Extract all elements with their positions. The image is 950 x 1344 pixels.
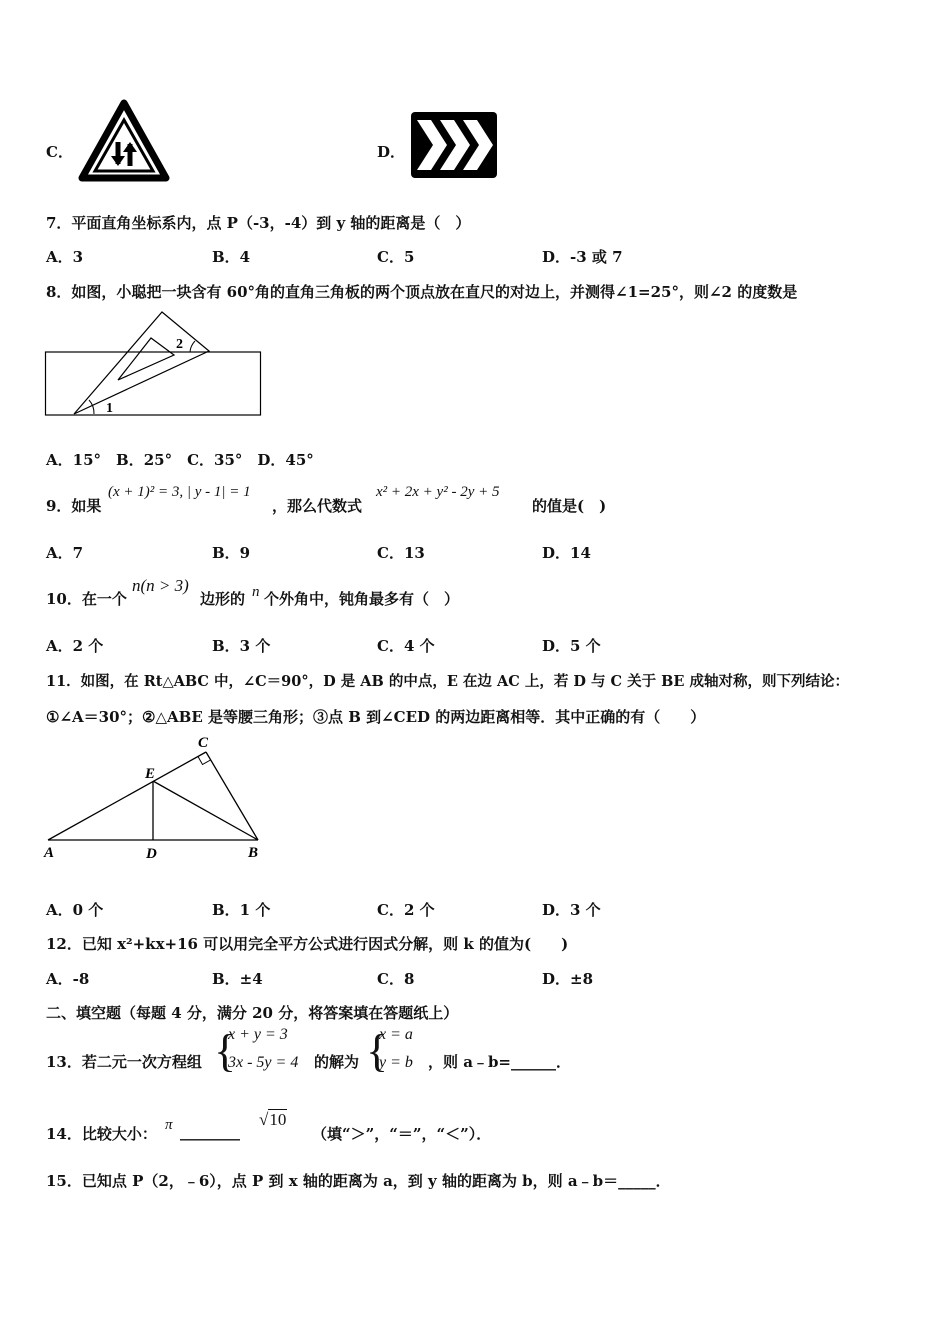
two-way-traffic-warning-sign-icon — [76, 98, 172, 184]
q10-n-symbol: n — [252, 584, 260, 600]
q9-expression-formula: x² + 2x + y² - 2y + 5 — [376, 484, 500, 500]
q12-option-a: A．-8 — [46, 970, 90, 988]
q15-stem: 15．已知点 P（2，﹣6），点 P 到 x 轴的距离为 a，到 y 轴的距离为 b，则 a﹣b＝_____． — [46, 1172, 671, 1190]
q13-middle-text: 的解为 — [314, 1053, 360, 1071]
chevron-direction-sign-icon — [409, 110, 499, 180]
q9-suffix: 的值是( ) — [532, 497, 607, 515]
q11-option-c: C．2 个 — [377, 901, 435, 919]
q14-prefix: 14．比较大小： — [46, 1125, 157, 1143]
q7-option-b: B．4 — [212, 248, 251, 266]
q8-ruler-triangle-figure — [44, 308, 266, 420]
q7-stem: 7．平面直角坐标系内，点 P（-3，-4）到 y 轴的距离是（ ） — [46, 214, 471, 232]
q11-option-b: B．1 个 — [212, 901, 271, 919]
q13-equation-2: 3x - 5y = 4 — [228, 1054, 299, 1071]
q7-option-a: A．3 — [46, 248, 84, 266]
q14-sqrt-expression: √10 — [259, 1110, 287, 1129]
q14-sqrt-radicand: 10 — [269, 1110, 287, 1129]
q12-option-b: B．±4 — [212, 970, 263, 988]
q11-option-d: D．3 个 — [542, 901, 601, 919]
q10-option-d: D．5 个 — [542, 637, 601, 655]
q8-options: A．15° B．25° C．35° D．45° — [46, 451, 314, 469]
q13-suffix: ，则 a﹣b=______． — [428, 1053, 571, 1071]
q11-triangle-figure — [42, 730, 274, 866]
q11-label-d: D — [146, 846, 157, 862]
q9-prefix: 9．如果 — [46, 497, 102, 515]
section2-title: 二、填空题（每题 4 分，满分 20 分，将答案填在答题纸上） — [46, 1004, 459, 1022]
q12-options — [0, 968, 950, 988]
q7-option-c: C．5 — [377, 248, 415, 266]
q10-n-expression: n(n > 3) — [132, 576, 189, 595]
q10-option-a: A．2 个 — [46, 637, 104, 655]
q9-option-c: C．13 — [377, 544, 425, 562]
q8-stem: 8．如图，小聪把一块含有 60°角的直角三角板的两个顶点放在直尺的对边上，并测得∠1=25°，则∠2 的度数是 — [46, 283, 798, 301]
q10-middle-text: 边形的 — [200, 590, 246, 608]
q10-options — [0, 635, 950, 655]
q9-options — [0, 542, 950, 562]
q6-option-c-label: C． — [46, 143, 73, 161]
q11-label-a: A — [44, 845, 55, 861]
q14-suffix: （填“＞”，“＝”，“＜”）． — [312, 1125, 492, 1143]
q13-solution-2: y = b — [379, 1054, 413, 1071]
q13-solution-1: x = a — [379, 1026, 413, 1043]
q11-label-c: C — [198, 735, 209, 751]
q9-option-a: A．7 — [46, 544, 84, 562]
q10-prefix: 10．在一个 — [46, 590, 127, 608]
q12-stem: 12．已知 x²+kx+16 可以用完全平方公式进行因式分解，则 k 的值为( ) — [46, 935, 569, 953]
q13-prefix: 13．若二元一次方程组 — [46, 1053, 202, 1071]
q9-condition-formula: (x + 1)² = 3, | y - 1| = 1 — [108, 484, 251, 500]
q8-angle2-label: 2 — [176, 337, 183, 352]
q11-options — [0, 899, 950, 919]
q10-option-c: C．4 个 — [377, 637, 435, 655]
q13-solution-brace: { — [366, 1025, 389, 1076]
q12-option-d: D．±8 — [542, 970, 594, 988]
q10-suffix: 个外角中，钝角最多有（ ） — [264, 590, 460, 608]
q11-option-a: A．0 个 — [46, 901, 104, 919]
q7-option-d: D．-3 或 7 — [542, 248, 623, 266]
q13-system-brace: { — [214, 1025, 237, 1076]
q6-option-d-label: D． — [377, 143, 406, 161]
q9-middle-text: ，那么代数式 — [272, 497, 363, 515]
q14-stem — [46, 1106, 646, 1146]
q13-equation-1: x + y = 3 — [228, 1026, 288, 1043]
q11-label-e: E — [145, 766, 156, 782]
q10-option-b: B．3 个 — [212, 637, 271, 655]
q14-pi-symbol: π — [165, 1117, 173, 1133]
q7-options — [0, 246, 950, 266]
q11-stem-line1: 11．如图，在 Rt△ABC 中，∠C＝90°，D 是 AB 的中点，E 在边 AC 上，若 D 与 C 关于 BE 成轴对称，则下列结论： — [46, 673, 850, 690]
q14-answer-blank[interactable]: ________ — [180, 1123, 240, 1141]
q8-angle1-label: 1 — [106, 401, 113, 416]
q9-option-b: B．9 — [212, 544, 251, 562]
q11-stem-line2: ①∠A＝30°；②△ABE 是等腰三角形；③点 B 到∠CED 的两边距离相等．其中正确的有（ ） — [46, 708, 706, 726]
q12-option-c: C．8 — [377, 970, 415, 988]
q11-label-b: B — [248, 845, 259, 861]
q13-stem — [46, 1024, 646, 1080]
q9-option-d: D．14 — [542, 544, 591, 562]
